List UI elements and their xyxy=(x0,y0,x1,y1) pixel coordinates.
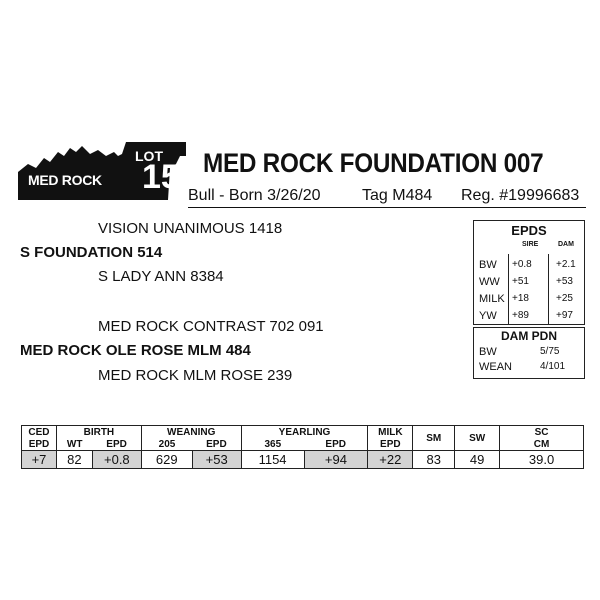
header-sw: SW xyxy=(455,426,500,451)
table-row xyxy=(22,451,584,469)
epds-col-sire: SIRE xyxy=(522,241,539,248)
header-weaning: WEANING xyxy=(141,426,241,439)
pedigree-sire-sire: VISION UNANIMOUS 1418 xyxy=(98,220,283,237)
subheader-birth-epd: EPD xyxy=(92,438,141,451)
table-header-row xyxy=(22,426,584,439)
epds-row-label: WW xyxy=(479,276,500,288)
header-sc: SC xyxy=(500,426,584,439)
subheader-year-365: 365 xyxy=(241,438,304,451)
subheader-milk-epd: EPD xyxy=(368,438,413,451)
epds-row-label: MILK xyxy=(479,293,505,305)
value-year-365: 1154 xyxy=(241,451,304,469)
subheader-wean-205: 205 xyxy=(141,438,192,451)
epds-sire-value: +18 xyxy=(512,293,529,304)
value-sm: 83 xyxy=(413,451,455,469)
tag: Tag M484 xyxy=(362,187,433,204)
header-yearling: YEARLING xyxy=(241,426,368,439)
pedigree-sire-dam: S LADY ANN 8384 xyxy=(98,268,224,285)
pedigree-dam: MED ROCK OLE ROSE MLM 484 xyxy=(20,342,251,359)
value-ced-epd: +7 xyxy=(22,451,57,469)
value-year-epd: +94 xyxy=(304,451,368,469)
pedigree-sire: S FOUNDATION 514 xyxy=(20,244,163,261)
value-wean-205: 629 xyxy=(141,451,192,469)
epds-dam-value: +53 xyxy=(556,276,573,287)
subheader-ced-epd: EPD xyxy=(22,438,57,451)
epds-title: EPDS xyxy=(511,223,547,238)
value-sw: 49 xyxy=(455,451,500,469)
header-ced: CED xyxy=(22,426,57,439)
registration: Reg. #19996683 xyxy=(461,187,580,204)
lot-number: 15 xyxy=(142,158,180,196)
dam-pdn-title: DAM PDN xyxy=(501,329,557,343)
epds-dam-value: +2.1 xyxy=(556,259,576,270)
dam-pdn-label: WEAN xyxy=(479,361,512,373)
epds-sire-value: +89 xyxy=(512,310,529,321)
epds-divider xyxy=(508,254,509,324)
epds-sire-value: +51 xyxy=(512,276,529,287)
subheader-year-epd: EPD xyxy=(304,438,368,451)
header-milk: MILK xyxy=(368,426,413,439)
performance-table xyxy=(21,425,584,469)
animal-name: MED ROCK FOUNDATION 007 xyxy=(203,148,544,178)
lot-label: LOT xyxy=(135,148,163,164)
epds-sire-value: +0.8 xyxy=(512,259,532,270)
epds-dam-value: +97 xyxy=(556,310,573,321)
epds-col-dam: DAM xyxy=(558,241,574,248)
value-wean-epd: +53 xyxy=(192,451,241,469)
header-birth: BIRTH xyxy=(56,426,141,439)
subheader-wean-epd: EPD xyxy=(192,438,241,451)
table-subheader-row xyxy=(22,438,584,451)
value-birth-wt: 82 xyxy=(56,451,92,469)
brand-name: MED ROCK xyxy=(28,172,102,188)
epds-divider xyxy=(548,254,549,324)
epds-row-label: BW xyxy=(479,259,497,271)
epds-row-label: YW xyxy=(479,310,497,322)
dam-pdn-box xyxy=(473,327,585,379)
subheader-sc-cm: CM xyxy=(500,438,584,451)
value-sc-cm: 39.0 xyxy=(500,451,584,469)
dam-pdn-label: BW xyxy=(479,346,497,358)
animal-info-line xyxy=(188,187,586,208)
value-milk-epd: +22 xyxy=(368,451,413,469)
pedigree-dam-dam: MED ROCK MLM ROSE 239 xyxy=(98,367,293,384)
epds-box xyxy=(473,220,585,325)
lot-logo xyxy=(18,142,186,200)
header-sm: SM xyxy=(413,426,455,451)
sex-born: Bull - Born 3/26/20 xyxy=(188,187,321,204)
dam-pdn-value: 5/75 xyxy=(540,346,560,357)
epds-dam-value: +25 xyxy=(556,293,573,304)
subheader-birth-wt: WT xyxy=(56,438,92,451)
value-birth-epd: +0.8 xyxy=(92,451,141,469)
dam-pdn-value: 4/101 xyxy=(540,361,566,372)
pedigree-dam-sire: MED ROCK CONTRAST 702 091 xyxy=(98,318,324,335)
